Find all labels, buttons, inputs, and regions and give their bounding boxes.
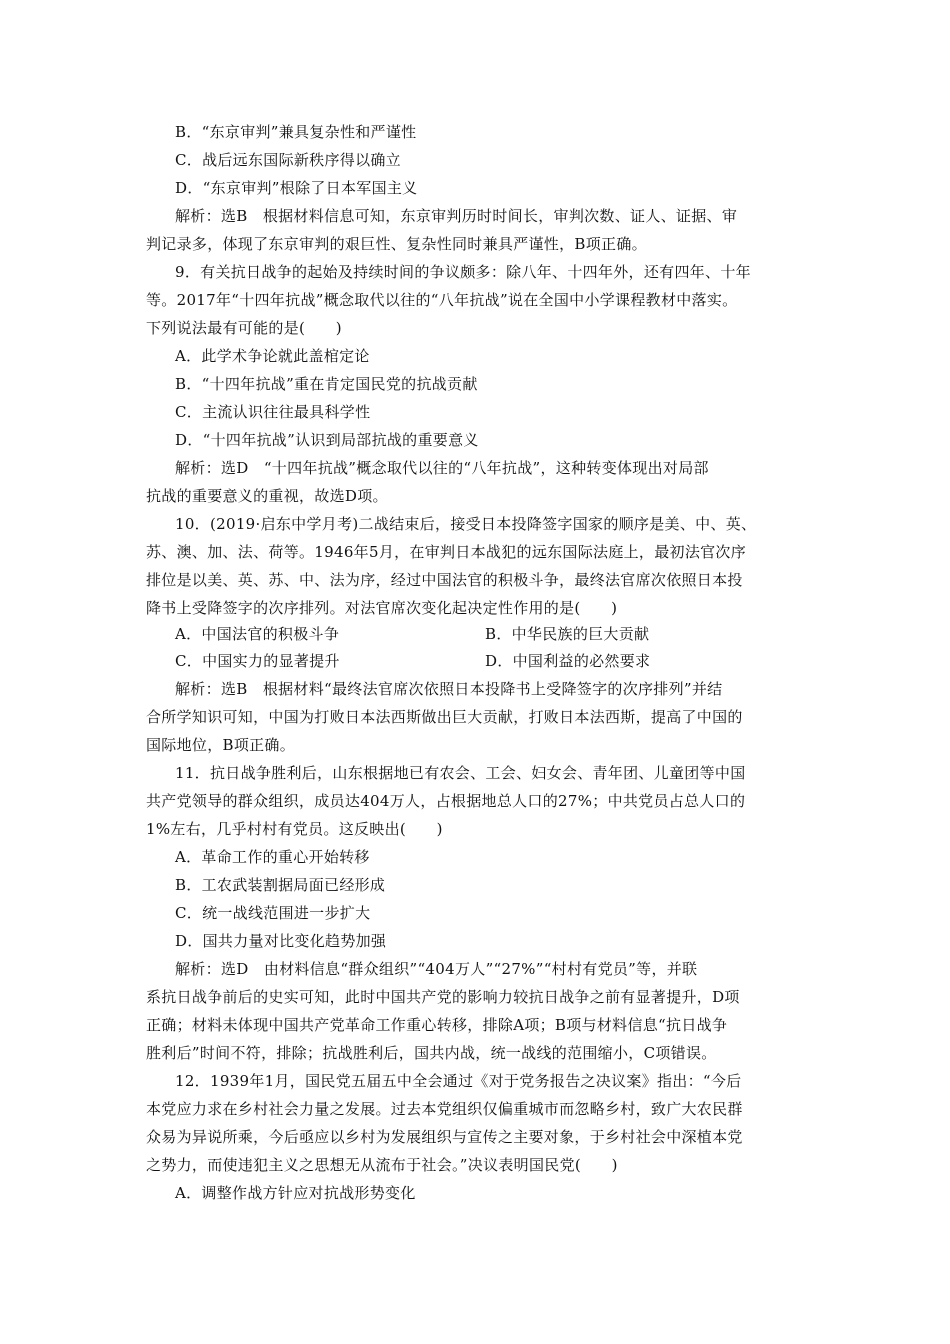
q9-stem-line: 下列说法最有可能的是( ) — [146, 319, 342, 337]
q12-stem-line: 12．1939年1月，国民党五届五中全会通过《对于党务报告之决议案》指出：“今后 — [175, 1072, 742, 1090]
q9-analysis-line: 抗战的重要意义的重视，故选D项。 — [146, 487, 388, 505]
q11-analysis-line: 正确；材料未体现中国共产党革命工作重心转移，排除A项；B项与材料信息“抗日战争 — [146, 1016, 728, 1034]
q9-option-a: A．此学术争论就此盖棺定论 — [175, 347, 370, 365]
q10-option-a: A．中国法官的积极斗争 — [175, 625, 340, 643]
q9-stem-line: 等。2017年“十四年抗战”概念取代以往的“八年抗战”说在全国中小学课程教材中落实。 — [146, 291, 738, 309]
q12-stem-line: 之势力，而使违犯主义之思想无从流布于社会。”决议表明国民党( ) — [146, 1156, 618, 1174]
q12-stem-line: 众易为异说所乘，今后亟应以乡村为发展组织与宣传之主要对象，于乡村社会中深植本党 — [146, 1128, 743, 1146]
q8-option-d: D．“东京审判”根除了日本军国主义 — [175, 179, 418, 197]
q10-options-row — [175, 624, 845, 644]
q8-analysis-line: 判记录多，体现了东京审判的艰巨性、复杂性同时兼具严谨性，B项正确。 — [146, 235, 647, 253]
q10-stem-line: 10．(2019·启东中学月考)二战结束后，接受日本投降签字国家的顺序是美、中、英、 — [175, 515, 757, 533]
q10-options-row — [175, 651, 845, 671]
q11-stem-line: 11．抗日战争胜利后，山东根据地已有农会、工会、妇女会、青年团、儿童团等中国 — [175, 764, 746, 782]
q10-stem-line: 苏、澳、加、法、荷等。1946年5月，在审判日本战犯的远东国际法庭上，最初法官次序 — [146, 543, 747, 561]
q11-option-a: A．革命工作的重心开始转移 — [175, 848, 370, 866]
q12-stem-line: 本党应力求在乡村社会力量之发展。过去本党组织仅偏重城市而忽略乡村，致广大农民群 — [146, 1100, 743, 1118]
q11-stem-line: 共产党领导的群众组织，成员达404万人，占根据地总人口的27%；中共党员占总人口的 — [146, 792, 746, 810]
q11-analysis-line: 解析：选D 由材料信息“群众组织”“404万人”“27%”“村村有党员”等，并联 — [175, 960, 698, 978]
q10-option-d: D．中国利益的必然要求 — [485, 652, 651, 670]
q11-option-d: D．国共力量对比变化趋势加强 — [175, 932, 387, 950]
q8-option-b: B．“东京审判”兼具复杂性和严谨性 — [175, 123, 417, 141]
q10-stem-line: 排位是以美、英、苏、中、法为序，经过中国法官的积极斗争，最终法官席次依照日本投 — [146, 571, 743, 589]
q10-stem-line: 降书上受降签字的次序排列。对法官席次变化起决定性作用的是( ) — [146, 599, 618, 617]
q10-option-b: B．中华民族的巨大贡献 — [485, 625, 650, 643]
q8-analysis-line: 解析：选B 根据材料信息可知，东京审判历时时间长，审判次数、证人、证据、审 — [175, 207, 738, 225]
q11-analysis-line: 系抗日战争前后的史实可知，此时中国共产党的影响力较抗日战争之前有显著提升，D项 — [146, 988, 740, 1006]
q9-option-c: C．主流认识往往最具科学性 — [175, 403, 371, 421]
q9-stem-line: 9．有关抗日战争的起始及持续时间的争议颇多：除八年、十四年外，还有四年、十年 — [175, 263, 751, 281]
q11-stem-line: 1%左右，几乎村村有党员。这反映出( ) — [146, 820, 443, 838]
q12-option-a: A．调整作战方针应对抗战形势变化 — [175, 1184, 416, 1202]
q9-option-d: D．“十四年抗战”认识到局部抗战的重要意义 — [175, 431, 479, 449]
q11-analysis-line: 胜利后”时间不符，排除；抗战胜利后，国共内战，统一战线的范围缩小，C项错误。 — [146, 1044, 717, 1062]
q9-analysis-line: 解析：选D “十四年抗战”概念取代以往的“八年抗战”，这种转变体现出对局部 — [175, 459, 709, 477]
q8-option-c: C．战后远东国际新秩序得以确立 — [175, 151, 401, 169]
q10-analysis-line: 合所学知识可知，中国为打败日本法西斯做出巨大贡献，打败日本法西斯，提高了中国的 — [146, 708, 743, 726]
q10-option-c: C．中国实力的显著提升 — [175, 652, 340, 670]
q11-option-b: B．工农武装割据局面已经形成 — [175, 876, 386, 894]
q9-option-b: B．“十四年抗战”重在肯定国民党的抗战贡献 — [175, 375, 478, 393]
q11-option-c: C．统一战线范围进一步扩大 — [175, 904, 371, 922]
q10-analysis-line: 国际地位，B项正确。 — [146, 736, 296, 754]
q10-analysis-line: 解析：选B 根据材料“最终法官席次依照日本投降书上受降签字的次序排列”并结 — [175, 680, 723, 698]
